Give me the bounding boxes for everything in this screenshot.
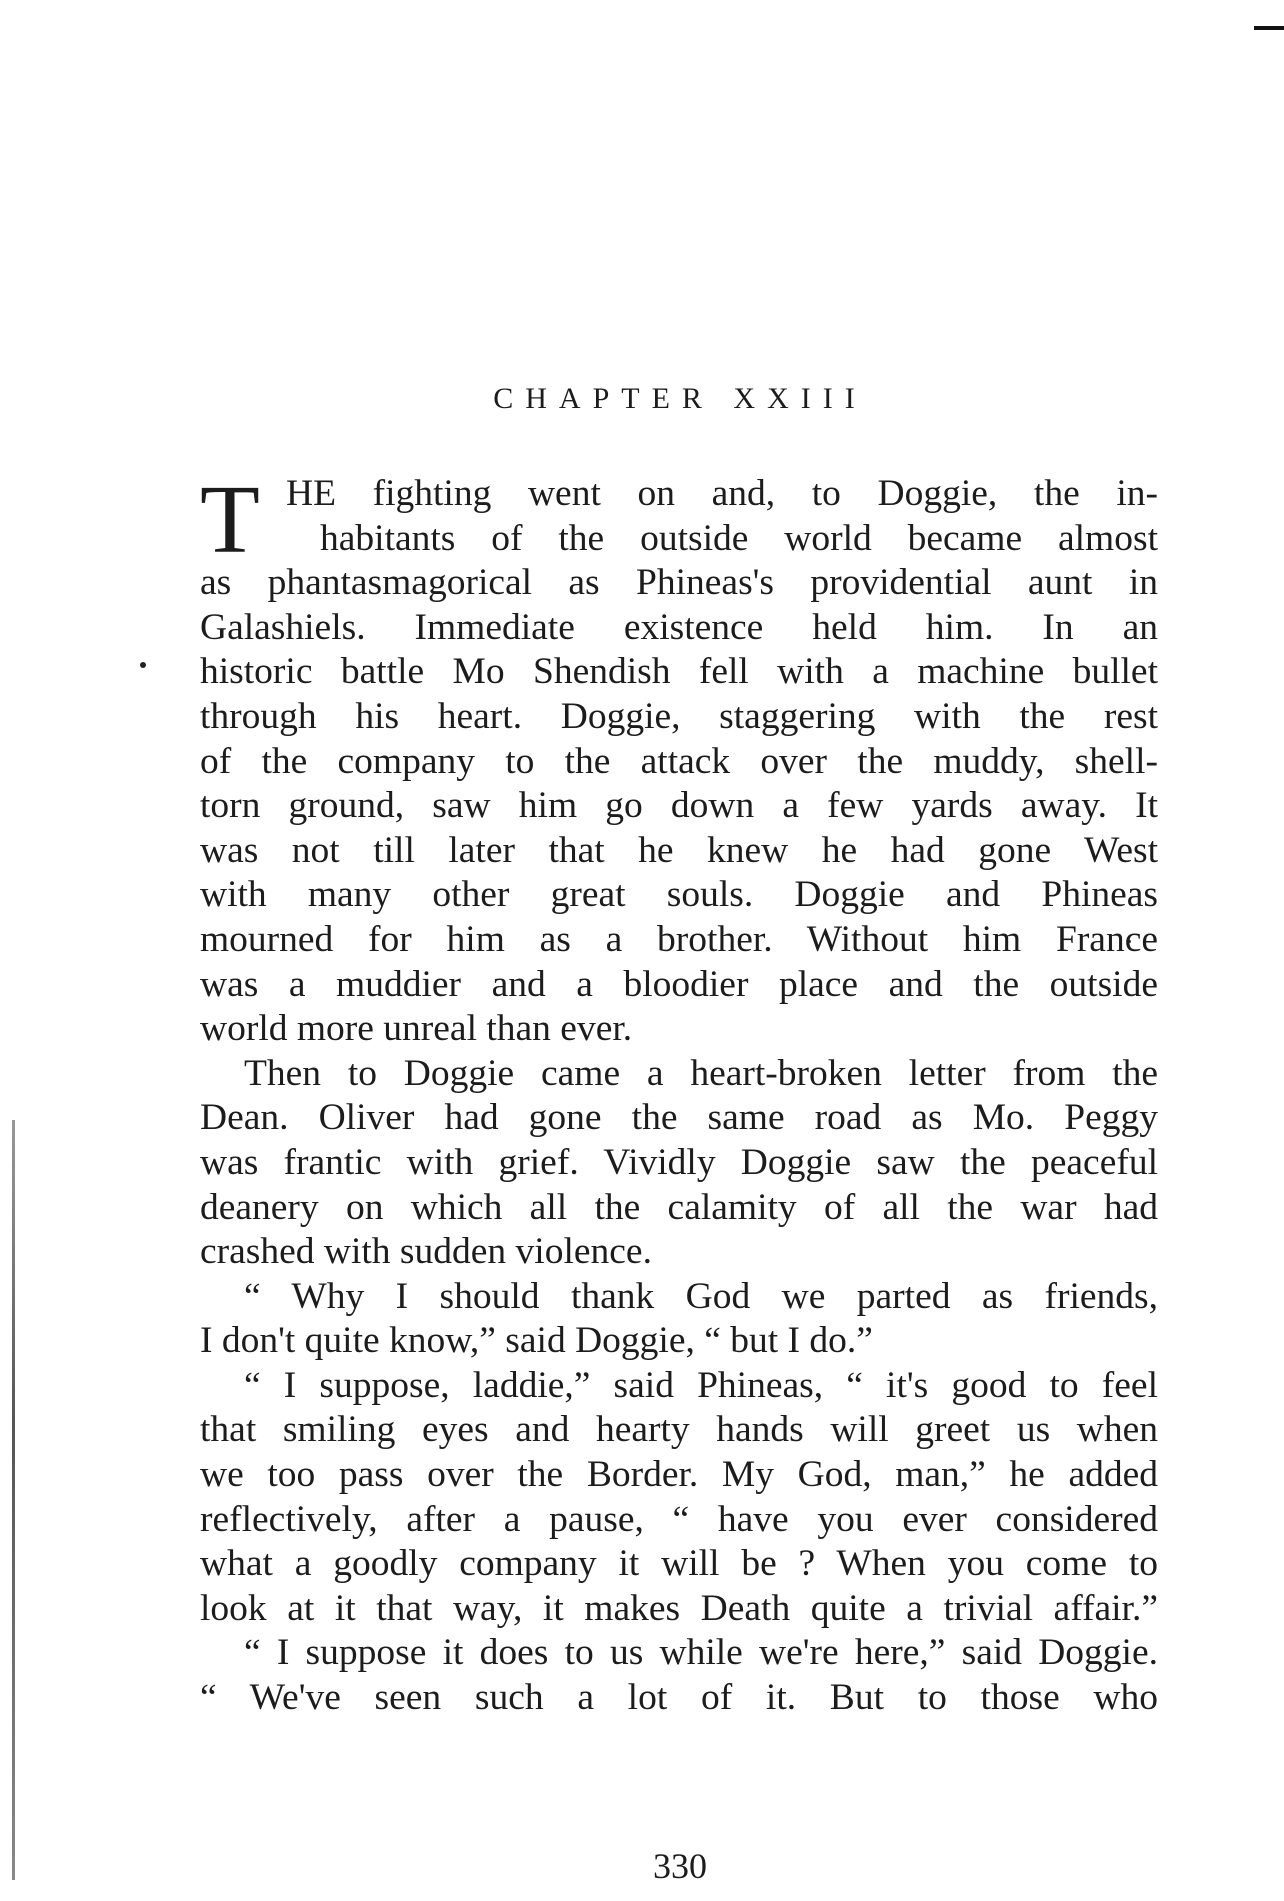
scan-speck <box>140 662 146 668</box>
text-line: with many other great souls. Doggie and Phineas <box>200 874 1158 916</box>
text-line: mourned for him as a brother. Without him France <box>200 918 1158 960</box>
text-line: deanery on which all the calamity of all the war had <box>200 1186 1158 1228</box>
text-line: historic battle Mo Shendish fell with a machine bullet <box>200 651 1158 693</box>
text-line: Galashiels. Immediate existence held him. In an <box>200 606 1158 648</box>
text-line: “ Why I should thank God we parted as friends, <box>244 1275 1158 1317</box>
text-line: Then to Doggie came a heart-broken letter from the <box>244 1052 1158 1094</box>
text-line: was not till later that he knew he had gone West <box>200 829 1158 871</box>
text-line: that smiling eyes and hearty hands will greet us when <box>200 1409 1158 1451</box>
text-line: as phantasmagorical as Phineas's providential aunt in <box>200 562 1158 604</box>
text-line: what a goodly company it will be ? When you come to <box>200 1543 1158 1585</box>
text-line: crashed with sudden violence. <box>200 1231 652 1273</box>
text-line: was frantic with grief. Vividly Doggie saw the peaceful <box>200 1141 1158 1183</box>
text-line: look at it that way, it makes Death quite a trivial affair.” <box>200 1587 1158 1629</box>
page-number: 330 <box>653 1846 707 1886</box>
scan-edge-mark <box>1254 26 1284 30</box>
text-line: “ I suppose it does to us while we're here,” said Doggie. <box>244 1632 1158 1674</box>
body-text <box>200 466 1158 1721</box>
text-line: I don't quite know,” said Doggie, “ but I do.” <box>200 1320 873 1362</box>
text-line: “ I suppose, laddie,” said Phineas, “ it's good to feel <box>244 1364 1158 1406</box>
chapter-heading: CHAPTER XXIII <box>493 382 867 415</box>
text-line: of the company to the attack over the muddy, shell- <box>200 740 1158 782</box>
text-line: habitants of the outside world became almost <box>320 517 1158 559</box>
text-line: “ We've seen such a lot of it. But to those who <box>200 1677 1158 1719</box>
text-line: reflectively, after a pause, “ have you ever considered <box>200 1498 1158 1540</box>
text-line: we too pass over the Border. My God, man,” he added <box>200 1454 1158 1496</box>
text-line: torn ground, saw him go down a few yards away. It <box>200 785 1158 827</box>
text-line: was a muddier and a bloodier place and the outside <box>200 963 1158 1005</box>
scan-binding-shadow <box>12 1120 15 1880</box>
text-line: world more unreal than ever. <box>200 1008 633 1050</box>
drop-cap: T <box>200 466 260 574</box>
text-line-content: HE fighting went on and, to Doggie, the in- <box>286 473 1158 514</box>
text-line: Dean. Oliver had gone the same road as Mo. Peggy <box>200 1097 1158 1139</box>
text-line: through his heart. Doggie, staggering with the rest <box>200 695 1158 737</box>
